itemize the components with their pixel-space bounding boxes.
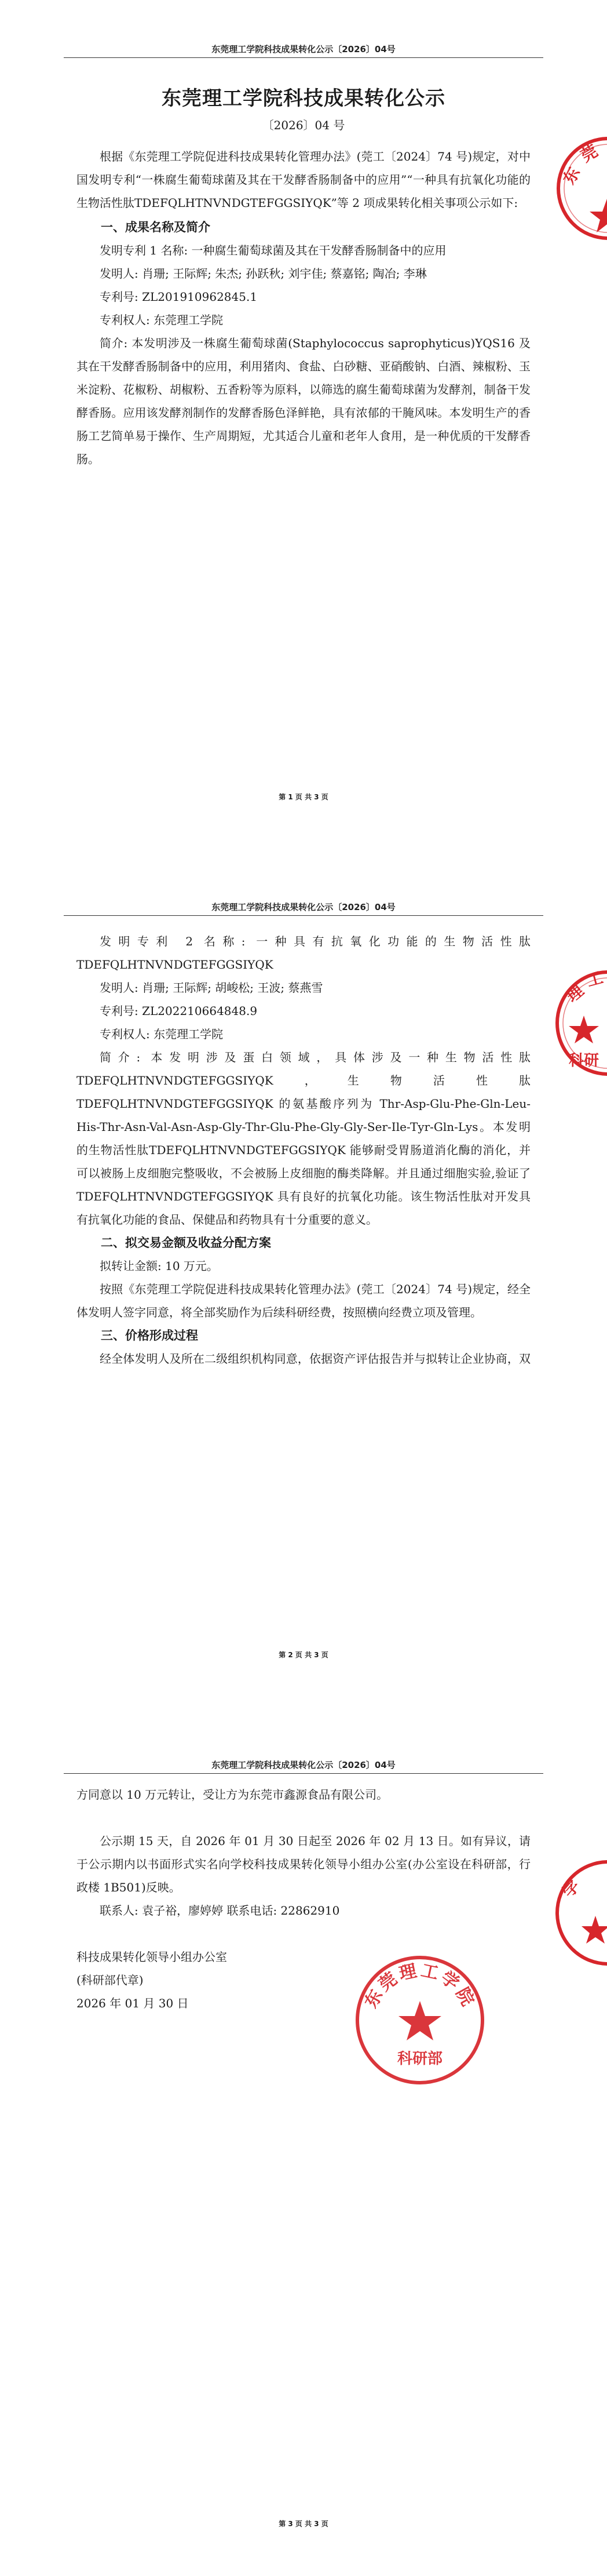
patent-1-holder: 专利权人: 东莞理工学院 [100,313,224,327]
header-rule [64,1773,543,1774]
page-footer-3: 第 3 页 共 3 页 [279,2520,328,2528]
running-header: 东莞理工学院科技成果转化公示〔2026〕04号 [211,44,396,54]
signature-org-sub: (科研部代章) [76,1973,144,1987]
document-number: 〔2026〕04 号 [262,118,345,132]
signature-date: 2026 年 01 月 30 日 [76,1996,189,2010]
svg-text:学: 学 [558,1876,584,1901]
official-seal [353,1953,487,2087]
section-1-heading: 一、成果名称及简介 [101,220,210,234]
page-1-body [76,145,531,471]
contact-line: 联系人: 袁子裕，廖婷婷 联系电话: 22862910 [100,1904,340,1918]
page-3 [0,1716,607,2576]
seal-text-bottom: 科研部 [397,2050,443,2068]
patent-1-number: 专利号: ZL201910962845.1 [100,290,258,304]
patent-2-name: 发明专利 2 名称: 一种具有抗氧化功能的生物活性肽 TDEFQLHTNVNDGTEFGGSIYQK [76,934,531,972]
distribution-plan: 按照《东莞理工学院促进科技成果转化管理办法》(莞工〔2024〕74 号)规定，经全体发明人签字同意，将全部奖励作为后续科研经费，按照横向经费立项及管理。 [76,1282,531,1319]
official-seal-partial [549,1852,607,1974]
price-formation-continued [76,1783,531,1829]
official-seal-partial [550,130,607,246]
header-rule [64,57,543,58]
svg-text:东: 东 [559,163,584,188]
notice-period: 公示期 15 天，自 2026 年 01 月 30 日起至 2026 年 02 月 13 日。如有异议，请于公示期内以书面形式实名向学校科技成果转化领导小组办公室(办公室设在科研部，行政楼 1B501)反映。 [76,1834,531,1894]
patent-2-holder: 专利权人: 东莞理工学院 [100,1027,224,1041]
svg-text:工: 工 [584,967,605,991]
page-2 [0,858,607,1716]
price-formation-tail: 方同意以 10 万元转让，受让方为东莞市鑫源食品有限公司。 [76,1788,389,1802]
official-seal-partial [549,962,607,1084]
patent-1-name: 发明专利 1 名称: 一种腐生葡萄球菌及其在干发酵香肠制备中的应用 [100,243,447,257]
section-3-heading: 三、价格形成过程 [101,1329,198,1342]
header-rule [64,915,543,916]
svg-text:科研: 科研 [569,1052,599,1069]
seal-text-top: 东莞理工学院 [361,1960,479,2011]
price-formation-text: 经全体发明人及所在二级组织机构同意，依据资产评估报告并与拟转让企业协商，双 [100,1352,531,1366]
patent-2-number: 专利号: ZL202210664848.9 [100,1004,258,1018]
patent-2-inventors: 发明人: 肖珊; 王际辉; 胡峻松; 王波; 蔡燕雪 [100,981,323,995]
section-2-heading: 二、拟交易金额及收益分配方案 [101,1236,271,1250]
page-2-body [76,930,531,1370]
page-footer-2: 第 2 页 共 3 页 [279,1651,328,1659]
patent-1-inventors: 发明人: 肖珊; 王际辉; 朱杰; 孙跃秋; 刘宇佳; 蔡嘉铭; 陶冶; 李琳 [100,267,427,281]
page-footer-1: 第 1 页 共 3 页 [279,793,328,801]
signature-org: 科技成果转化领导小组办公室 [76,1950,227,1964]
page-1 [0,0,607,858]
running-header: 东莞理工学院科技成果转化公示〔2026〕04号 [211,902,396,912]
svg-text:莞: 莞 [577,141,601,166]
document-title: 东莞理工学院科技成果转化公示 [162,87,445,110]
patent-2-summary: 简介: 本发明涉及蛋白领域，具体涉及一种生物活性肽TDEFQLHTNVNDGTEFGGSIYQK，生物活性肽TDEFQLHTNVNDGTEFGGSIYQK 的氨基酸序列为 Thr-Asp-Glu-Phe-Gln-Leu-His-Thr-Asn-Val-Asn-Asp-Gly-Thr-Glu-Phe-Gly-Gly-Ser-Ile-Tyr-Gln-Lys。本发明的生物活性肽TDEFQLHTNVNDGTEFGGSIYQK 能够耐受胃肠道消化酶的消化，并可以被肠上皮细胞完整吸收，不会被肠上皮细胞的酶类降解。并且通过细胞实验,验证了 TDEFQLHTNVNDGTEFGGSIYQK 具有良好的抗氧化功能。该生物活性肽对开发具有抗氧化功能的食品、保健品和药物具有十分重要的意义。 [76,1050,531,1227]
patent-1-summary: 简介: 本发明涉及一株腐生葡萄球菌(Staphylococcus saprophyticus)YQS16 及其在干发酵香肠制备中的应用，利用猪肉、食盐、白砂糖、亚硝酸钠、白酒、辣椒粉、玉米淀粉、花椒粉、胡椒粉、五香粉等为原料，以筛选的腐生葡萄球菌为发酵剂，制备干发酵香肠。应用该发酵剂制作的发酵香肠色泽鲜艳，具有浓郁的干腌风味。本发明生产的香肠工艺简单易于操作、生产周期短，尤其适合儿童和老年人食用，是一种优质的干发酵香肠。 [76,336,531,466]
running-header: 东莞理工学院科技成果转化公示〔2026〕04号 [211,1760,396,1770]
svg-text:理: 理 [562,981,587,1006]
intro-paragraph: 根据《东莞理工学院促进科技成果转化管理办法》(莞工〔2024〕74 号)规定，对中国发明专利“一株腐生葡萄球菌及其在干发酵香肠制备中的应用”“一种具有抗氧化功能的生物活性肽TDEFQLHTNVNDGTEFGGSIYQK”等 2 项成果转化相关事项公示如下: [76,150,531,210]
transfer-amount: 拟转让金额: 10 万元。 [100,1259,218,1273]
